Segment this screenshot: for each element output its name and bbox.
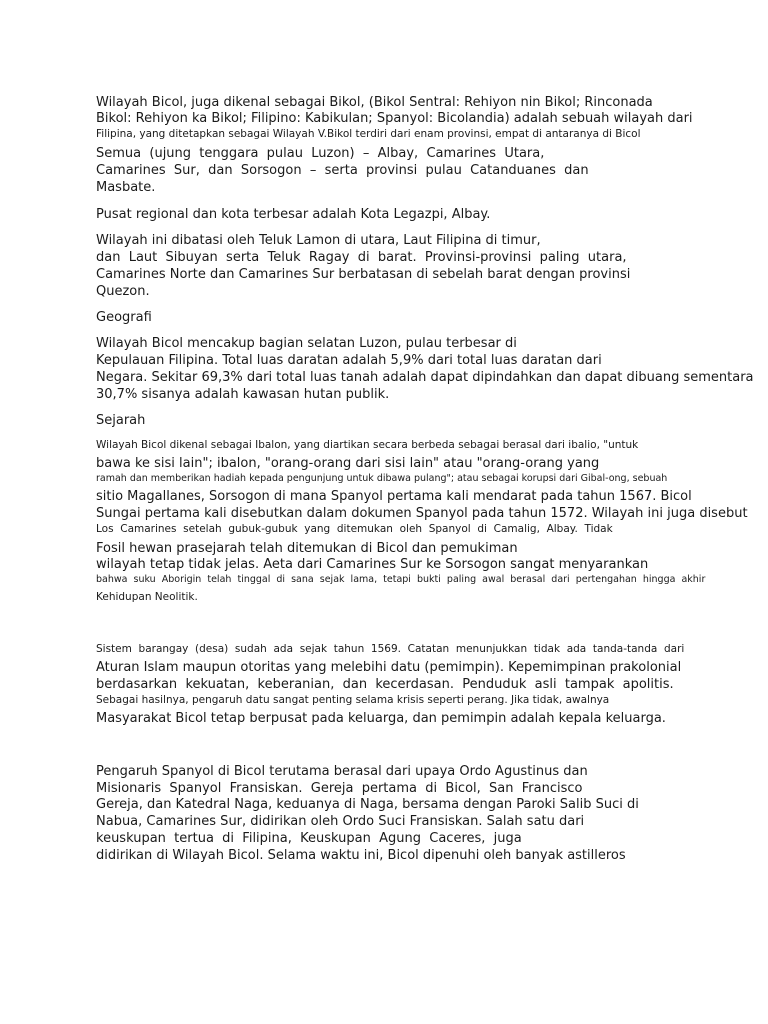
text-line: didirikan di Wilayah Bicol. Selama waktu ini, Bicol dipenuhi oleh banyak astilleros: [96, 848, 626, 863]
text-line: 30,7% sisanya adalah kawasan hutan publik.: [96, 387, 390, 402]
text-line: Quezon.: [96, 284, 150, 299]
section-heading: Geografi: [96, 310, 152, 325]
text-line: sitio Magallanes, Sorsogon di mana Spanyol pertama kali mendarat pada tahun 1567. Bicol: [96, 489, 692, 504]
text-line: Fosil hewan prasejarah telah ditemukan di Bicol dan pemukiman: [96, 541, 518, 556]
text-line: Semua (ujung tenggara pulau Luzon) – Albay, Camarines Utara,: [96, 146, 545, 161]
text-line: Masbate.: [96, 180, 156, 195]
text-line: Wilayah Bicol mencakup bagian selatan Luzon, pulau terbesar di: [96, 336, 517, 351]
text-line: Sungai pertama kali disebutkan dalam dokumen Spanyol pada tahun 1572. Wilayah ini juga disebut: [96, 506, 748, 521]
text-line: wilayah tetap tidak jelas. Aeta dari Camarines Sur ke Sorsogon sangat menyarankan: [96, 557, 649, 572]
text-line: Kehidupan Neolitik.: [96, 591, 198, 603]
text-line: Sistem barangay (desa) sudah ada sejak tahun 1569. Catatan menunjukkan tidak ada tanda-tanda dari: [96, 643, 685, 655]
text-line: Aturan Islam maupun otoritas yang melebihi datu (pemimpin). Kepemimpinan prakolonial: [96, 660, 682, 675]
text-line: Camarines Sur, dan Sorsogon – serta provinsi pulau Catanduanes dan: [96, 163, 589, 178]
section-heading: Sejarah: [96, 413, 146, 428]
text-line: Masyarakat Bicol tetap berpusat pada keluarga, dan pemimpin adalah kepala keluarga.: [96, 711, 666, 726]
text-line: Kepulauan Filipina. Total luas daratan adalah 5,9% dari total luas daratan dari: [96, 353, 602, 368]
text-line: Camarines Norte dan Camarines Sur berbatasan di sebelah barat dengan provinsi: [96, 267, 631, 282]
text-line: dan Laut Sibuyan serta Teluk Ragay di barat. Provinsi-provinsi paling utara,: [96, 250, 627, 265]
text-line: Negara. Sekitar 69,3% dari total luas tanah adalah dapat dipindahkan dan dapat dibuang sementara: [96, 370, 754, 385]
text-line: Wilayah Bicol, juga dikenal sebagai Bikol, (Bikol Sentral: Rehiyon nin Bikol; Rinconada: [96, 95, 653, 110]
text-line: Sebagai hasilnya, pengaruh datu sangat penting selama krisis seperti perang. Jika tidak, awalnya: [96, 694, 610, 706]
text-line: bahwa suku Aborigin telah tinggal di sana sejak lama, tetapi bukti paling awal berasal dari pertengahan hingga akhir: [96, 574, 706, 585]
text-line: bawa ke sisi lain"; ibalon, "orang-orang dari sisi lain" atau "orang-orang yang: [96, 456, 600, 471]
text-line: keuskupan tertua di Filipina, Keuskupan Agung Caceres, juga: [96, 831, 522, 846]
text-line: Bikol: Rehiyon ka Bikol; Filipino: Kabikulan; Spanyol: Bicolandia) adalah sebuah wilayah dari: [96, 111, 693, 126]
text-line: Wilayah ini dibatasi oleh Teluk Lamon di utara, Laut Filipina di timur,: [96, 233, 541, 248]
text-line: Wilayah Bicol dikenal sebagai Ibalon, yang diartikan secara berbeda sebagai berasal dari ibalio, "untuk: [96, 439, 639, 451]
text-line: Gereja, dan Katedral Naga, keduanya di Naga, bersama dengan Paroki Salib Suci di: [96, 797, 639, 812]
text-line: Pusat regional dan kota terbesar adalah Kota Legazpi, Albay.: [96, 207, 491, 222]
text-line: ramah dan memberikan hadiah kepada pengunjung untuk dibawa pulang"; atau sebagai korupsi dari Gibal-ong, sebuah: [96, 473, 668, 484]
text-line: Misionaris Spanyol Fransiskan. Gereja pertama di Bicol, San Francisco: [96, 781, 583, 796]
text-line: Filipina, yang ditetapkan sebagai Wilayah V.Bikol terdiri dari enam provinsi, empat di antaranya di Bicol: [96, 128, 641, 140]
text-line: Pengaruh Spanyol di Bicol terutama berasal dari upaya Ordo Agustinus dan: [96, 764, 588, 779]
text-line: Los Camarines setelah gubuk-gubuk yang ditemukan oleh Spanyol di Camalig, Albay. Tidak: [96, 523, 613, 535]
text-line: Nabua, Camarines Sur, didirikan oleh Ordo Suci Fransiskan. Salah satu dari: [96, 814, 585, 829]
text-line: berdasarkan kekuatan, keberanian, dan kecerdasan. Penduduk asli tampak apolitis.: [96, 677, 674, 692]
